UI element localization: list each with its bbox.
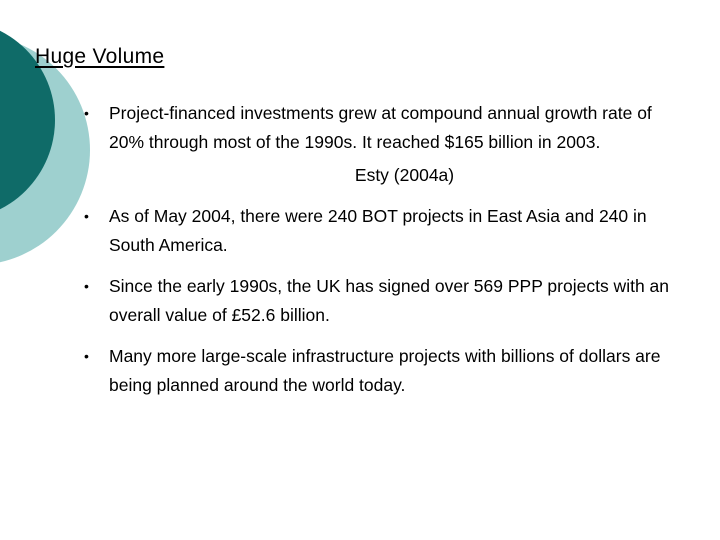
bullet-text: Since the early 1990s, the UK has signed over 569 PPP projects with an overall value of £52.6 billion. (109, 276, 670, 325)
list-item (80, 202, 680, 260)
list-item (80, 99, 680, 190)
list-item (80, 342, 680, 400)
list-item (80, 272, 680, 330)
bullet-icon: • (84, 208, 89, 224)
bullet-icon: • (84, 105, 89, 121)
bullet-text: Many more large-scale infrastructure projects with billions of dollars are being planned around the world today. (109, 346, 661, 395)
bullet-text: As of May 2004, there were 240 BOT projects in East Asia and 240 in South America. (109, 206, 647, 255)
bullet-text: Project-financed investments grew at compound annual growth rate of 20% through most of the 1990s. It reached $165 billion in 2003. (109, 103, 652, 152)
citation: Esty (2004a) (354, 165, 455, 185)
bullet-list (80, 99, 680, 400)
bullet-icon: • (84, 278, 89, 294)
bullet-icon: • (84, 348, 89, 364)
slide-title: Huge Volume (35, 45, 165, 68)
